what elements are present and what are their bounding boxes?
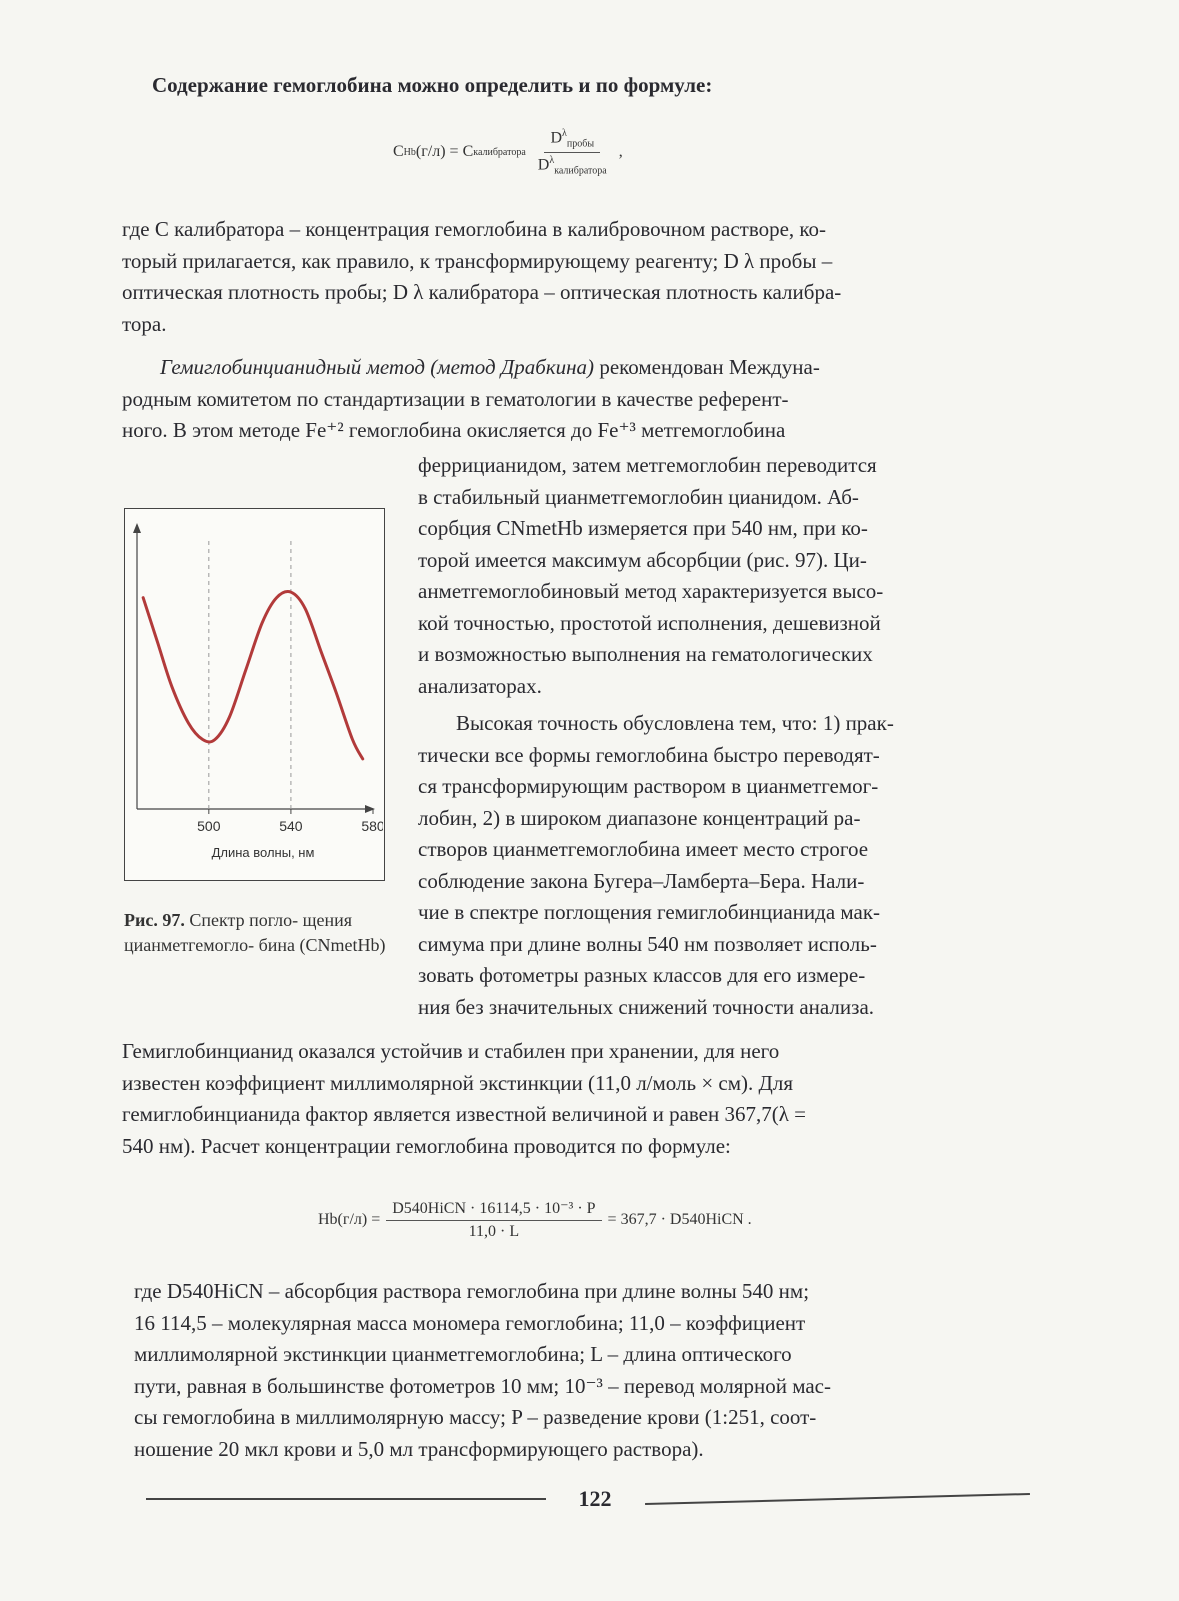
para4-line: Высокая точность обусловлена тем, что: 1) прак- [456,711,894,735]
x-tick-label: 500 [197,818,221,834]
f2-fraction [386,1198,601,1241]
para1-line: оптическая плотность пробы; D λ калибратора – оптическая плотность калибра- [122,280,842,304]
spectrum-curve [143,592,363,759]
figure-caption [124,908,404,958]
para5-line: 540 нм). Расчет концентрации гемоглобина проводится по формуле: [122,1133,731,1158]
para1-line: тора. [122,311,167,336]
footer-rule-left [146,1498,546,1500]
para6-line: пути, равная в большинстве фотометров 10 мм; 10⁻³ – перевод молярной мас- [134,1373,831,1398]
para5-line: гемиглобинцианида фактор является известной величиной и равен 367,7(λ = [122,1102,807,1126]
para-stability [122,1036,1032,1162]
para4-line: ния без значительных снижений точности анализа. [418,994,875,1019]
figure-97-spectrum [124,508,385,881]
page-number: 122 [578,1486,612,1511]
formula-hb-calibrator [393,128,623,176]
para3-line: феррицианидом, затем метгемоглобин переводится [418,453,877,477]
para6-line: ношение 20 мкл крови и 5,0 мл трансформирующего раствора). [134,1436,704,1461]
para-drabkin-method [122,352,1027,447]
f1-numerator: $D^\lambda_{пробы}$ [544,128,600,153]
f1-lhs-sub: Hb [403,146,416,158]
para2-line: рекомендован Междуна- [599,355,820,379]
para1-line: где C калибратора – концентрация гемоглобина в калибровочном растворе, ко- [122,217,827,241]
footer-rule-right [645,1493,1030,1505]
para3-line: анметгемоглобиновый метод характеризуется высо- [418,579,884,603]
x-tick-label: 540 [279,818,303,834]
para3-line: торой имеется максимум абсорбции (рис. 97). Ци- [418,547,867,572]
para4-line: симума при длине волны 540 нм позволяет исполь- [418,931,877,956]
f1-unit: (г/л) = C [415,143,474,161]
y-axis-arrow [133,523,141,533]
para6-line: где D540HiCN – абсорбция раствора гемоглобина при длине волны 540 нм; [134,1279,810,1303]
para6-line: миллимолярной экстинкции цианметгемоглобина; L – длина оптического [134,1342,792,1366]
f1-lhs: C [393,143,404,161]
para-high-accuracy [418,708,1030,1023]
method-title: Гемиглобинцианидный метод (метод Драбкина) [160,355,595,379]
f1-denominator: $D^\lambda_{калибратора}$ [537,154,607,177]
para4-line: створов цианметгемоглобина имеет место строгое [418,837,869,861]
para6-line: 16 114,5 – молекулярная масса мономера гемоглобина; 11,0 – коэффициент [134,1310,806,1335]
f1-end: , [618,143,623,161]
para5-line: известен коэффициент миллимолярной экстинкции (11,0 л/моль × см). Для [122,1070,793,1095]
para4-line: тически все формы гемоглобина быстро переводят- [418,742,880,767]
para4-line: лобин, 2) в широком диапазоне концентраций ра- [418,805,861,830]
para-calibrator-definition [122,214,1022,340]
intro-line [152,70,712,102]
intro-text: Содержание гемоглобина можно определить и по формуле: [152,73,713,97]
para4-line: чие в спектре поглощения гемиглобинцианида мак- [418,900,881,924]
f2-rhs: = 367,7 · D540HiCN . [607,1210,752,1228]
caption-text: Спектр погло- щения цианметгемогло- бина (CNmetHb) [124,910,386,955]
f2-lhs: Hb(г/л) = [318,1210,381,1228]
para3-line: кой точностью, простотой исполнения, дешевизной [418,610,881,635]
spectrum-chart-svg [125,509,383,879]
para-cyanmethemoglobin [418,450,1030,702]
f1-cal-sub: калибратора [473,146,526,158]
para1-line: торый прилагается, как правило, к трансформирующему реагенту; D λ пробы – [122,248,833,273]
f1-fraction [532,128,613,176]
para5-line: Гемиглобинцианид оказался устойчив и стабилен при хранении, для него [122,1039,780,1063]
formula-hb-hicn [318,1198,752,1241]
para2-line: ного. В этом методе Fe⁺² гемоглобина окисляется до Fe⁺³ метгемоглобина [122,418,786,442]
x-axis-label: Длина волны, нм [211,845,315,860]
f2-denominator: 11,0 · L [468,1223,520,1240]
para6-line: сы гемоглобина в миллимолярную массу; P – разведение крови (1:251, соот- [134,1405,817,1429]
para3-line: анализаторах. [418,673,542,698]
x-tick-label: 580 [361,818,383,834]
para4-line: зовать фотометры разных классов для его измере- [418,963,866,987]
para2-line: родным комитетом по стандартизации в гематологии в качестве референт- [122,386,789,411]
f2-numerator: D540HiCN · 16114,5 · 10⁻³ · P [386,1198,601,1221]
para3-line: и возможностью выполнения на гематологических [418,642,873,666]
para3-line: в стабильный цианметгемоглобин цианидом. Аб- [418,484,859,509]
para3-line: сорбция CNmetHb измеряется при 540 нм, при ко- [418,516,868,540]
caption-number: Рис. 97. [124,910,185,930]
para4-line: ся трансформирующим раствором в цианметгемог- [418,774,879,798]
para4-line: соблюдение закона Бугера–Ламберта–Бера. Нали- [418,868,865,893]
para-legend-definitions [134,1276,1034,1465]
